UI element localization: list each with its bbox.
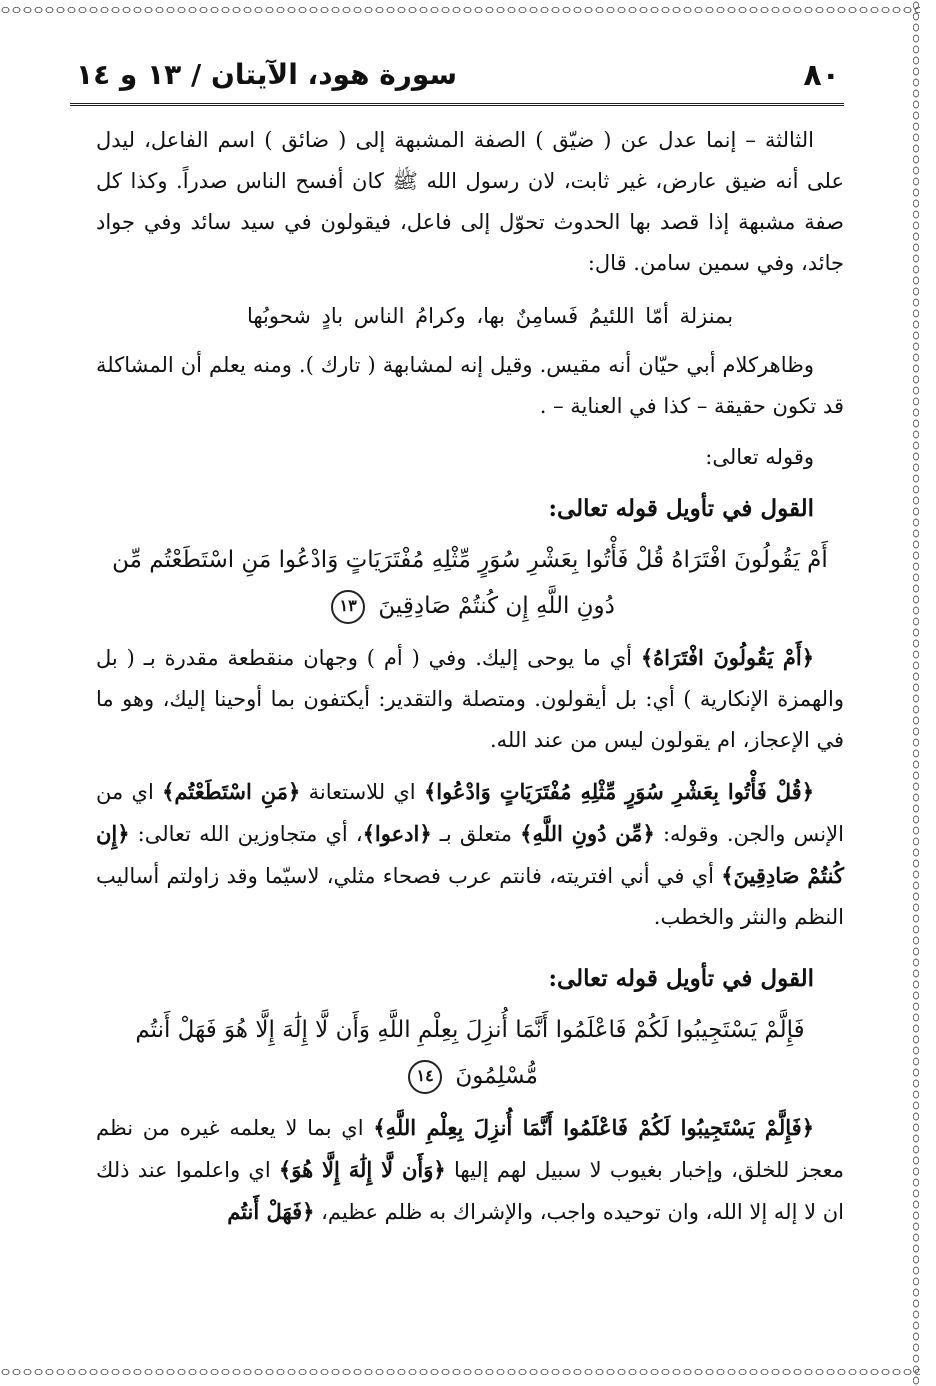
bottom-ornamental-border xyxy=(0,1364,920,1380)
paragraph-abu-hayyan: وظاهركلام أبي حيّان أنه مقيس. وقيل إنه لمشابهة ( تارك ). ومنه يعلم أن المشاكلة قد تكون حقيقة – كذا في العناية – . xyxy=(96,353,844,418)
verse-second-hemistich: بها، وكرامُ الناس بادٍ شحوبُها xyxy=(246,304,506,328)
quran-quote: ﴿إِن كُنتُمْ صَادِقِينَ﴾ xyxy=(96,821,844,888)
paragraph-text: اي من الإنس والجن. وقوله: xyxy=(96,780,844,846)
quran-quote: ﴿فَإِلَّمْ يَسْتَجِيبُوا لَكُمْ فَاعْلَمُوا أَنَّمَا أُنزِلَ بِعِلْمِ اللَّهِ﴾ xyxy=(373,1115,814,1140)
paragraph-text: كان أفسح الناس صدراً. وكذا كل صفة مشبهة إذا قصد بها الحدوث تحوّل إلى فاعل، فيقولون في سيد سائد وفي جواد جائد، وفي سمين سامن. قال: xyxy=(96,169,844,275)
paragraph-his-saying: وقوله تعالى: xyxy=(705,445,814,469)
paragraph-fa-illam xyxy=(96,1107,844,1233)
right-ornamental-border xyxy=(907,0,925,1386)
paragraph-text: أي في أني افتريته، فانتم عرب فصحاء مثلي، لاسيّما وقد زاولتم أساليب النظم والنثر والخطب. xyxy=(96,864,844,929)
paragraph-text: اي بما لا يعلمه غيره من نظم معجز للخلق، وإخبار بغيوب لا سبيل لهم إليها xyxy=(96,1116,845,1182)
poetry-verse xyxy=(96,296,844,337)
salawat-glyph: ﷺ xyxy=(392,169,418,193)
header-divider xyxy=(70,103,844,106)
page-number: ٨٠ xyxy=(803,58,840,93)
top-ornamental-border xyxy=(0,2,920,18)
page-header xyxy=(76,56,840,96)
paragraph-am-yaqulun xyxy=(96,637,844,761)
running-title: سورة هود، الآيتان / ١٣ و ١٤ xyxy=(76,58,458,91)
quran-quote: ﴿مِّن دُونِ اللَّهِ﴾ xyxy=(520,821,655,846)
paragraph-text: اي للاستعانة xyxy=(308,780,416,804)
quran-quote: ﴿أَمْ يَقُولُونَ افْتَرَاهُ﴾ xyxy=(640,645,814,670)
paragraph-qul-fatu xyxy=(96,771,844,938)
quran-quote: ﴿فَهَلْ أَنتُم xyxy=(227,1199,315,1224)
quran-ayah-14 xyxy=(96,1007,844,1099)
paragraph-text: الثالثة – إنما عدل عن ( ضيّق ) الصفة المشبهة إلى ( ضائق ) اسم الفاعل، ليدل على أنه ضيق عارض، غير ثابت، لان رسول الله xyxy=(96,128,845,193)
quran-quote: ﴿قُلْ فَأْتُوا بِعَشْرِ سُوَرٍ مِّثْلِهِ مُفْتَرَيَاتٍ وَادْعُوا﴾ xyxy=(423,779,815,804)
quran-ayah-13 xyxy=(96,537,844,629)
paragraph-third-point xyxy=(96,120,844,284)
paragraph-text: اي واعلموا عند ذلك ان لا إله إلا الله، وان توحيده واجب، والإشراك به ظلم عظيم، xyxy=(96,1158,844,1224)
section-heading-ayah-13: القول في تأويل قوله تعالى: xyxy=(548,495,814,522)
paragraph-text: أي ما يوحى إليك. وفي ( أم ) وجهان منقطعة مقدرة بـ ( بل والهمزة الإنكارية ) أي: بل أيقولون. ومتصلة والتقدير: أيكتفون بما أوحينا إليك، وهو ما في الإعجاز، ام يقولون ليس من عند الله. xyxy=(96,646,844,752)
section-heading-ayah-14: القول في تأويل قوله تعالى: xyxy=(548,965,814,992)
ayah-text: أَمْ يَقُولُونَ افْتَرَاهُ قُلْ فَأْتُوا بِعَشْرِ سُوَرٍ مِّثْلِهِ مُفْتَرَيَاتٍ وَادْعُوا مَنِ اسْتَطَعْتُم مِّن دُونِ اللَّهِ إِن كُنتُمْ صَادِقِينَ xyxy=(112,547,828,619)
paragraph-text: متعلق بـ xyxy=(439,822,513,846)
ayah-text: فَإِلَّمْ يَسْتَجِيبُوا لَكُمْ فَاعْلَمُوا أَنَّمَا أُنزِلَ بِعِلْمِ اللَّهِ وَأَن لَّا إِلَٰهَ إِلَّا هُوَ فَهَلْ أَنتُم مُّسْلِمُونَ xyxy=(135,1017,805,1089)
page-body xyxy=(96,120,844,1233)
verse-first-hemistich: بمنزلة أمّا اللئيمُ فَسامِنٌ xyxy=(515,304,734,328)
paragraph-text: ، أي متجاوزين الله تعالى: xyxy=(137,822,363,846)
quran-quote: ﴿ادعوا﴾ xyxy=(362,821,432,846)
ayah-number-marker: ١٤ xyxy=(408,1060,442,1094)
quran-quote: ﴿وَأَن لَّا إِلَٰهَ إِلَّا هُوَ﴾ xyxy=(278,1157,446,1182)
quran-quote: ﴿مَنِ اسْتَطَعْتُم﴾ xyxy=(162,779,301,804)
ayah-number-marker: ١٣ xyxy=(331,590,365,624)
